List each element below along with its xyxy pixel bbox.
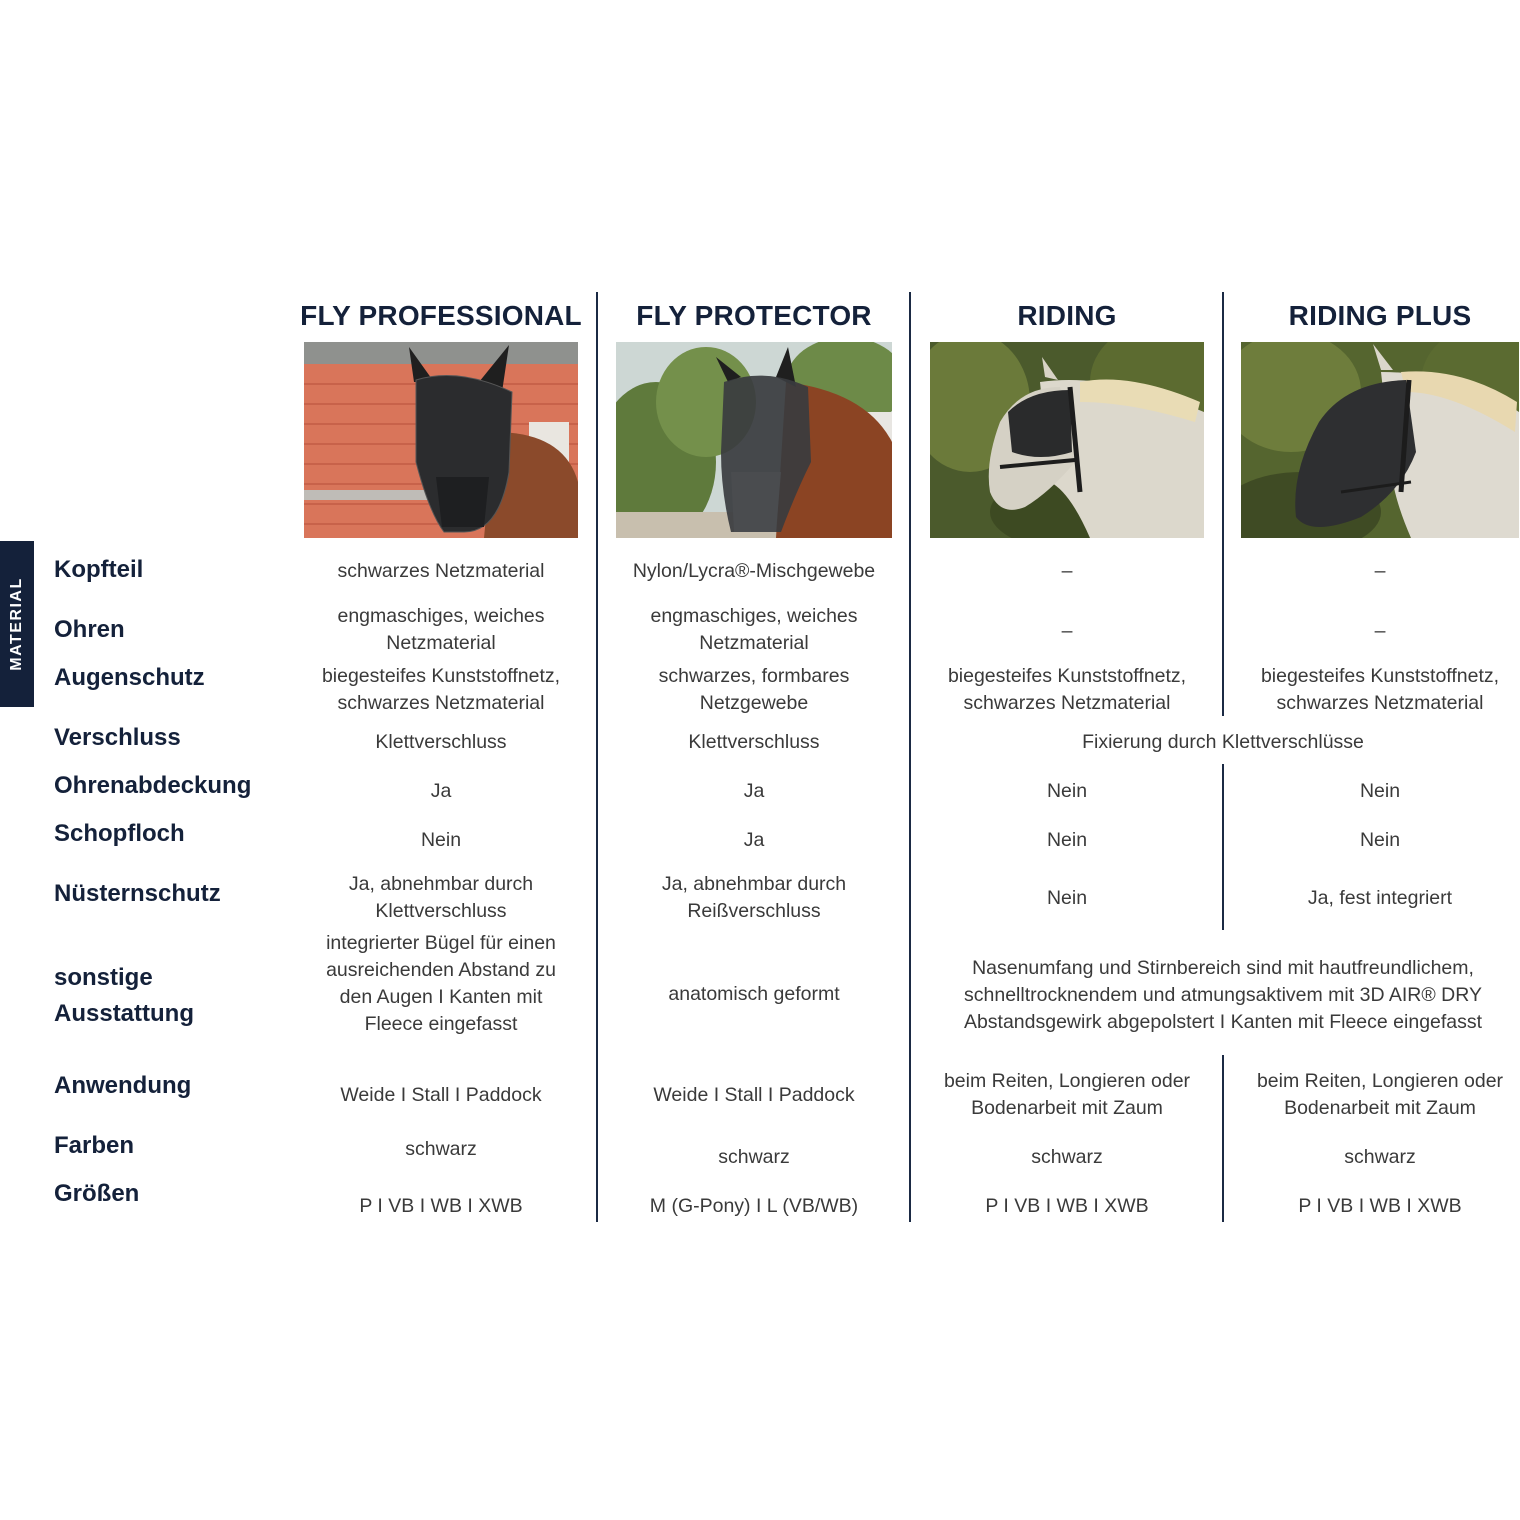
product-title-fly-protector: FLY PROTECTOR bbox=[636, 300, 872, 331]
material-side-tab bbox=[0, 541, 34, 707]
row-label-augenschutz: Augenschutz bbox=[54, 664, 205, 691]
cell-groessen-riding bbox=[924, 1191, 1210, 1221]
cell-ohrenabdeckung-riding bbox=[924, 776, 1210, 806]
cell-text: Nein bbox=[1046, 779, 1088, 802]
column-divider-3-bottom bbox=[1222, 1055, 1224, 1222]
row-label-nuesternschutz: Nüsternschutz bbox=[54, 880, 221, 907]
cell-text: Ja, abnehmbar durch Klettverschluss bbox=[348, 873, 534, 922]
row-label-verschluss: Verschluss bbox=[54, 724, 181, 751]
cell-text: – bbox=[1061, 619, 1073, 642]
product-photo-riding bbox=[930, 342, 1204, 538]
cell-ohren-fly-professional bbox=[300, 602, 582, 658]
cell-text: schwarzes Netzmaterial bbox=[337, 559, 545, 582]
cell-text: – bbox=[1374, 559, 1386, 582]
cell-text: – bbox=[1374, 619, 1386, 642]
cell-verschluss-fly-protector bbox=[612, 727, 896, 757]
cell-text: biegesteifes Kunststoffnetz, schwarzes Netzmaterial bbox=[947, 665, 1187, 714]
row-label-schopfloch: Schopfloch bbox=[54, 820, 185, 847]
product-photo-fly-protector bbox=[616, 342, 892, 538]
cell-text: Ja, fest integriert bbox=[1307, 886, 1453, 909]
row-label-anwendung: Anwendung bbox=[54, 1072, 192, 1099]
cell-text: Ja bbox=[743, 779, 765, 802]
cell-verschluss-fly-professional bbox=[300, 727, 582, 757]
cell-sonstige-fly-professional bbox=[300, 929, 582, 1039]
cell-text: biegesteifes Kunststoffnetz, schwarzes Netzmaterial bbox=[321, 665, 561, 714]
cell-text: integrierter Bügel für einen ausreichenden Abstand zu den Augen I Kanten mit Fleece eingefasst bbox=[326, 932, 556, 1035]
cell-farben-riding bbox=[924, 1142, 1210, 1172]
cell-augenschutz-riding bbox=[924, 662, 1210, 718]
cell-anwendung-fly-protector bbox=[612, 1080, 896, 1110]
cell-schopfloch-fly-protector bbox=[612, 825, 896, 855]
cell-anwendung-riding-plus bbox=[1236, 1067, 1520, 1123]
cell-nuesternschutz-riding bbox=[924, 883, 1210, 913]
cell-groessen-fly-protector bbox=[612, 1191, 896, 1221]
cell-text: beim Reiten, Longieren oder Bodenarbeit mit Zaum bbox=[1256, 1070, 1504, 1119]
cell-text: schwarz bbox=[1031, 1145, 1103, 1168]
cell-text: schwarzes, formbares Netzgewebe bbox=[658, 665, 850, 714]
product-title-fly-professional: FLY PROFESSIONAL bbox=[300, 300, 582, 331]
cell-text: Fixierung durch Klettverschlüsse bbox=[1082, 730, 1364, 753]
row-label-kopfteil: Kopfteil bbox=[54, 556, 144, 583]
cell-text: engmaschiges, weiches Netzmaterial bbox=[337, 605, 545, 654]
cell-text: engmaschiges, weiches Netzmaterial bbox=[650, 605, 858, 654]
cell-text: biegesteifes Kunststoffnetz, schwarzes Netzmaterial bbox=[1260, 665, 1500, 714]
cell-schopfloch-fly-professional bbox=[300, 825, 582, 855]
cell-nuesternschutz-fly-protector bbox=[612, 870, 896, 926]
cell-kopfteil-riding bbox=[924, 556, 1210, 586]
cell-text: anatomisch geformt bbox=[668, 982, 840, 1005]
cell-text: P I VB I WB I XWB bbox=[359, 1194, 523, 1217]
cell-text: M (G-Pony) I L (VB/WB) bbox=[649, 1194, 859, 1217]
cell-augenschutz-fly-protector bbox=[612, 662, 896, 718]
cell-text: Nein bbox=[1359, 828, 1401, 851]
material-side-tab-label: MATERIAL bbox=[8, 577, 25, 671]
cell-text: Weide I Stall I Paddock bbox=[653, 1083, 855, 1106]
product-title-riding-plus: RIDING PLUS bbox=[1288, 300, 1472, 331]
cell-ohrenabdeckung-fly-protector bbox=[612, 776, 896, 806]
cell-farben-fly-professional bbox=[300, 1134, 582, 1164]
cell-ohren-riding-plus bbox=[1236, 616, 1520, 646]
cell-schopfloch-riding-plus bbox=[1236, 825, 1520, 855]
cell-ohren-riding bbox=[924, 616, 1210, 646]
product-title-riding: RIDING bbox=[1017, 300, 1117, 331]
cell-text: Ja, abnehmbar durch Reißverschluss bbox=[661, 873, 847, 922]
cell-text: Ja bbox=[430, 779, 452, 802]
cell-ohren-fly-protector bbox=[612, 602, 896, 658]
product-photo-riding-plus bbox=[1241, 342, 1519, 538]
row-label-ohrenabdeckung: Ohrenabdeckung bbox=[54, 772, 252, 799]
cell-kopfteil-fly-protector bbox=[612, 556, 896, 586]
cell-ohrenabdeckung-fly-professional bbox=[300, 776, 582, 806]
cell-text: schwarz bbox=[718, 1145, 790, 1168]
column-divider-2 bbox=[909, 292, 911, 1222]
cell-farben-fly-protector bbox=[612, 1142, 896, 1172]
cell-text: Nein bbox=[420, 828, 462, 851]
row-label-ohren: Ohren bbox=[54, 616, 125, 643]
cell-text: schwarz bbox=[405, 1137, 477, 1160]
cell-text: Nein bbox=[1046, 828, 1088, 851]
cell-text: beim Reiten, Longieren oder Bodenarbeit mit Zaum bbox=[943, 1070, 1191, 1119]
cell-sonstige-fly-protector bbox=[612, 979, 896, 1009]
cell-text: Nylon/Lycra®-Mischgewebe bbox=[632, 559, 876, 582]
cell-text: Klettverschluss bbox=[688, 730, 820, 753]
column-divider-3-middle bbox=[1222, 764, 1224, 930]
row-label-farben: Farben bbox=[54, 1132, 135, 1159]
cell-anwendung-fly-professional bbox=[300, 1080, 582, 1110]
cell-anwendung-riding bbox=[924, 1067, 1210, 1123]
cell-text: Weide I Stall I Paddock bbox=[340, 1083, 542, 1106]
cell-nuesternschutz-riding-plus bbox=[1236, 883, 1520, 913]
cell-text: – bbox=[1061, 559, 1073, 582]
cell-augenschutz-riding-plus bbox=[1236, 662, 1520, 718]
cell-ohrenabdeckung-riding-plus bbox=[1236, 776, 1520, 806]
row-label-ausstattung: Ausstattung bbox=[54, 1000, 194, 1027]
cell-kopfteil-fly-professional bbox=[300, 556, 582, 586]
cell-kopfteil-riding-plus bbox=[1236, 556, 1520, 586]
cell-farben-riding-plus bbox=[1236, 1142, 1520, 1172]
cell-sonstige-riding-combined bbox=[930, 953, 1516, 1037]
cell-text: Nein bbox=[1046, 886, 1088, 909]
cell-text: P I VB I WB I XWB bbox=[1298, 1194, 1462, 1217]
cell-groessen-fly-professional bbox=[300, 1191, 582, 1221]
cell-text: Klettverschluss bbox=[375, 730, 507, 753]
cell-text: P I VB I WB I XWB bbox=[985, 1194, 1149, 1217]
cell-augenschutz-fly-professional bbox=[300, 662, 582, 718]
column-divider-3-top bbox=[1222, 292, 1224, 716]
column-divider-1 bbox=[596, 292, 598, 1222]
cell-groessen-riding-plus bbox=[1236, 1191, 1520, 1221]
cell-text: Ja bbox=[743, 828, 765, 851]
cell-nuesternschutz-fly-professional bbox=[300, 870, 582, 926]
cell-schopfloch-riding bbox=[924, 825, 1210, 855]
cell-text: schwarz bbox=[1344, 1145, 1416, 1168]
row-label-groessen: Größen bbox=[54, 1180, 140, 1207]
row-label-sonstige: sonstige bbox=[54, 964, 153, 991]
cell-verschluss-riding-combined bbox=[930, 727, 1516, 757]
cell-text: Nein bbox=[1359, 779, 1401, 802]
product-photo-fly-professional bbox=[304, 342, 578, 538]
cell-text: Nasenumfang und Stirnbereich sind mit hautfreundlichem, schnelltrocknendem und atmungsaktivem mit 3D AIR® DRY Abstandsgewirk abgepolstert I Kanten mit Fleece eingefasst bbox=[963, 956, 1483, 1033]
